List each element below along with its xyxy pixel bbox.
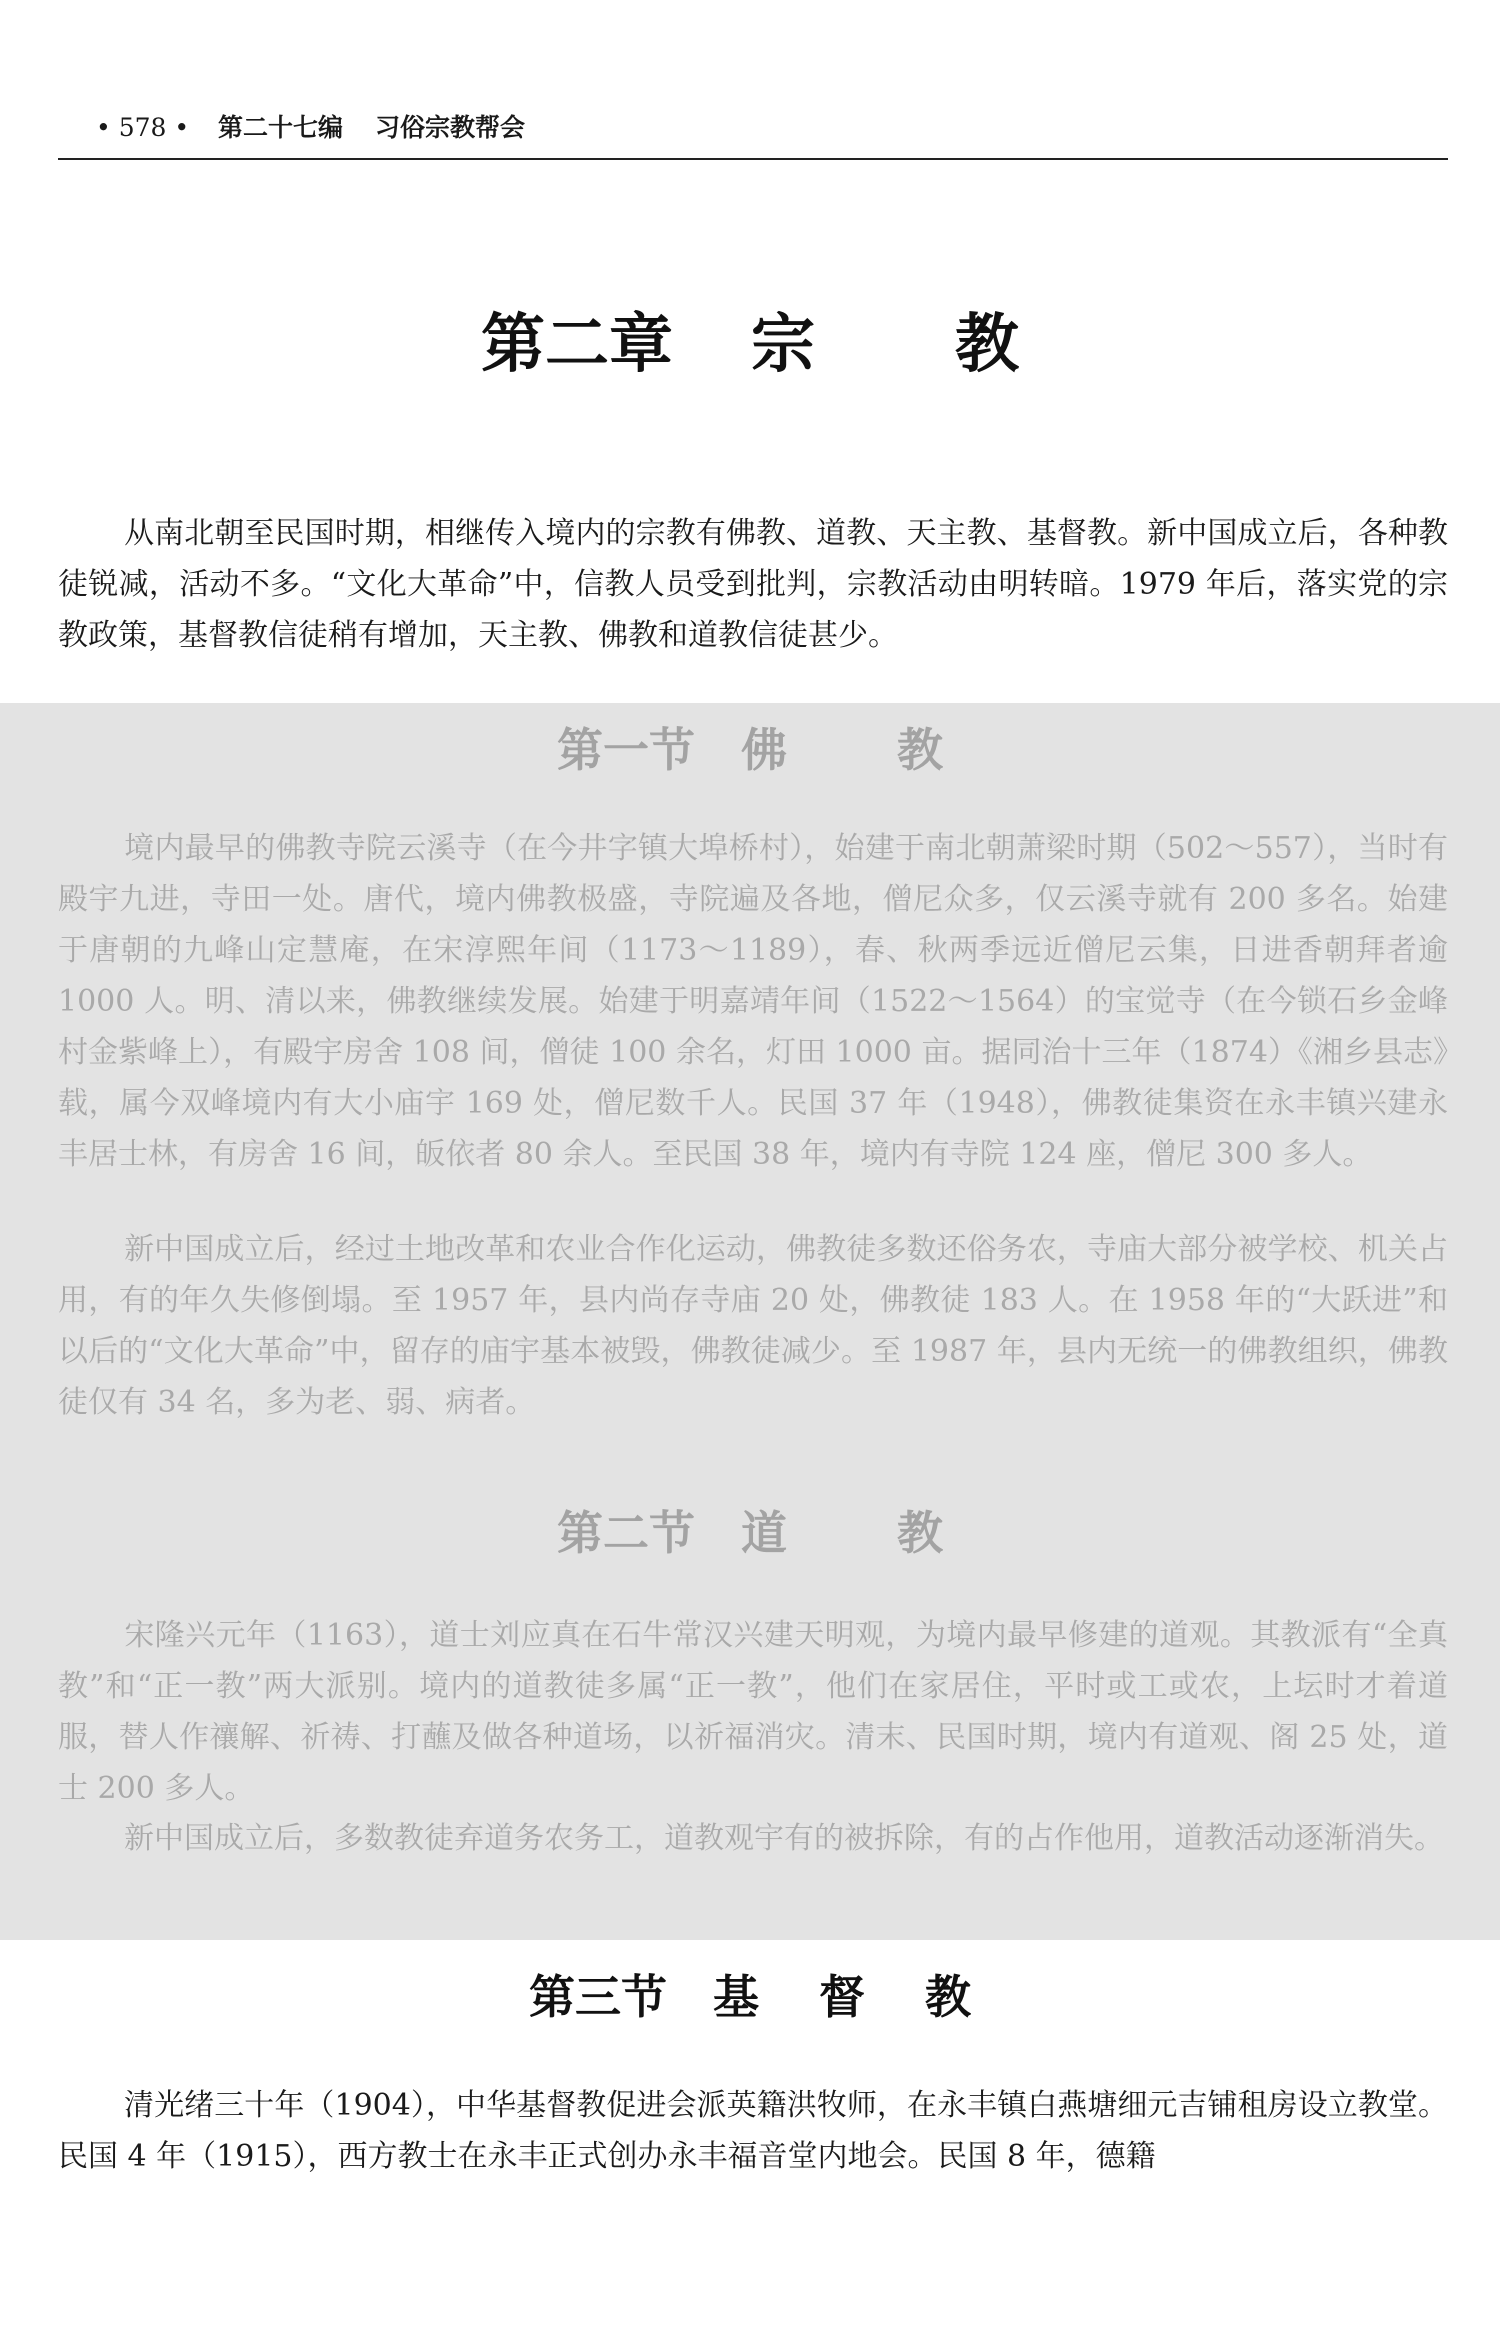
section2-p1-text: 宋隆兴元年（1163），道士刘应真在石牛常汉兴建天明观，为境内最早修建的道观。其教派有“全真教”和“正一教”两大派别。境内的道教徒多属“正一教”，他们在家居住，平时或工或农，上坛时才着道服，替人作禳解、祈祷、打蘸及做各种道场，以祈福消灾。清末、民国时期，境内有道观、阁 25 处，道士 200 多人。: [58, 1618, 1448, 1806]
section1-title-word1: 佛: [741, 723, 787, 777]
section1-paragraph-2: [58, 1224, 1448, 1428]
shaded-region: [0, 703, 1500, 1940]
page-number: • 578 •: [96, 113, 190, 142]
section2-paragraph-1: [58, 1610, 1448, 1814]
section3-title-number: 第三节: [529, 1970, 667, 2024]
volume-title: 习俗宗教帮会: [375, 113, 526, 142]
header-rule: [58, 158, 1448, 160]
section2-title-word1: 道: [741, 1506, 787, 1560]
section2-p2-text: 新中国成立后，多数教徒弃道务农务工，道教观宇有的被拆除，有的占作他用，道教活动逐渐消失。: [124, 1821, 1444, 1856]
section3-p1-text: 清光绪三十年（1904），中华基督教促进会派英籍洪牧师，在永丰镇白燕塘细元吉铺租房设立教堂。民国 4 年（1915），西方教士在永丰正式创办永丰福音堂内地会。民国 8 年，德籍: [58, 2088, 1448, 2174]
section3-title: [0, 1962, 1500, 2032]
running-head: [58, 108, 1448, 148]
section2-title: [0, 1498, 1500, 1568]
section2-title-number: 第二节: [557, 1506, 695, 1560]
section1-title: [0, 715, 1500, 785]
intro-text: 从南北朝至民国时期，相继传入境内的宗教有佛教、道教、天主教、基督教。新中国成立后，各种教徒锐减，活动不多。“文化大革命”中，信教人员受到批判，宗教活动由明转暗。1979 年后，落实党的宗教政策，基督教信徒稍有增加，天主教、佛教和道教信徒甚少。: [58, 516, 1448, 653]
section3-title-word2: 督: [819, 1970, 865, 2024]
volume-label: 第二十七编: [218, 113, 344, 142]
section3-title-word3: 教: [925, 1970, 971, 2024]
intro-paragraph: [58, 508, 1448, 661]
chapter-title: [0, 300, 1500, 390]
chapter-title-word2: 教: [955, 308, 1019, 382]
section2-title-word2: 教: [897, 1506, 943, 1560]
chapter-title-number: 第二章: [481, 308, 673, 382]
section3-paragraph-1: [58, 2080, 1448, 2182]
section2-paragraph-2: [58, 1813, 1448, 1864]
section3-title-word1: 基: [713, 1970, 759, 2024]
section1-paragraph-1: [58, 823, 1448, 1180]
section1-p1-text: 境内最早的佛教寺院云溪寺（在今井字镇大埠桥村），始建于南北朝萧梁时期（502～557），当时有殿宇九进，寺田一处。唐代，境内佛教极盛，寺院遍及各地，僧尼众多，仅云溪寺就有 200 多名。始建于唐朝的九峰山定慧庵，在宋淳熙年间（1173～1189），春、秋两季远近僧尼云集，日进香朝拜者逾 1000 人。明、清以来，佛教继续发展。始建于明嘉靖年间（1522～1564）的宝觉寺（在今锁石乡金峰村金紫峰上），有殿宇房舍 108 间，僧徒 100 余名，灯田 1000 亩。据同治十三年（1874）《湘乡县志》载，属今双峰境内有大小庙宇 169 处，僧尼数千人。民国 37 年（1948），佛教徒集资在永丰镇兴建永丰居士林，有房舍 16 间，皈依者 80 余人。至民国 38 年，境内有寺院 124 座，僧尼 300 多人。: [58, 831, 1448, 1172]
section1-title-word2: 教: [897, 723, 943, 777]
chapter-title-word1: 宗: [751, 308, 815, 382]
section1-title-number: 第一节: [557, 723, 695, 777]
section1-p2-text: 新中国成立后，经过土地改革和农业合作化运动，佛教徒多数还俗务农，寺庙大部分被学校、机关占用，有的年久失修倒塌。至 1957 年，县内尚存寺庙 20 处，佛教徒 183 人。在 1958 年的“大跃进”和以后的“文化大革命”中，留存的庙宇基本被毁，佛教徒减少。至 1987 年，县内无统一的佛教组织，佛教徒仅有 34 名，多为老、弱、病者。: [58, 1232, 1448, 1420]
